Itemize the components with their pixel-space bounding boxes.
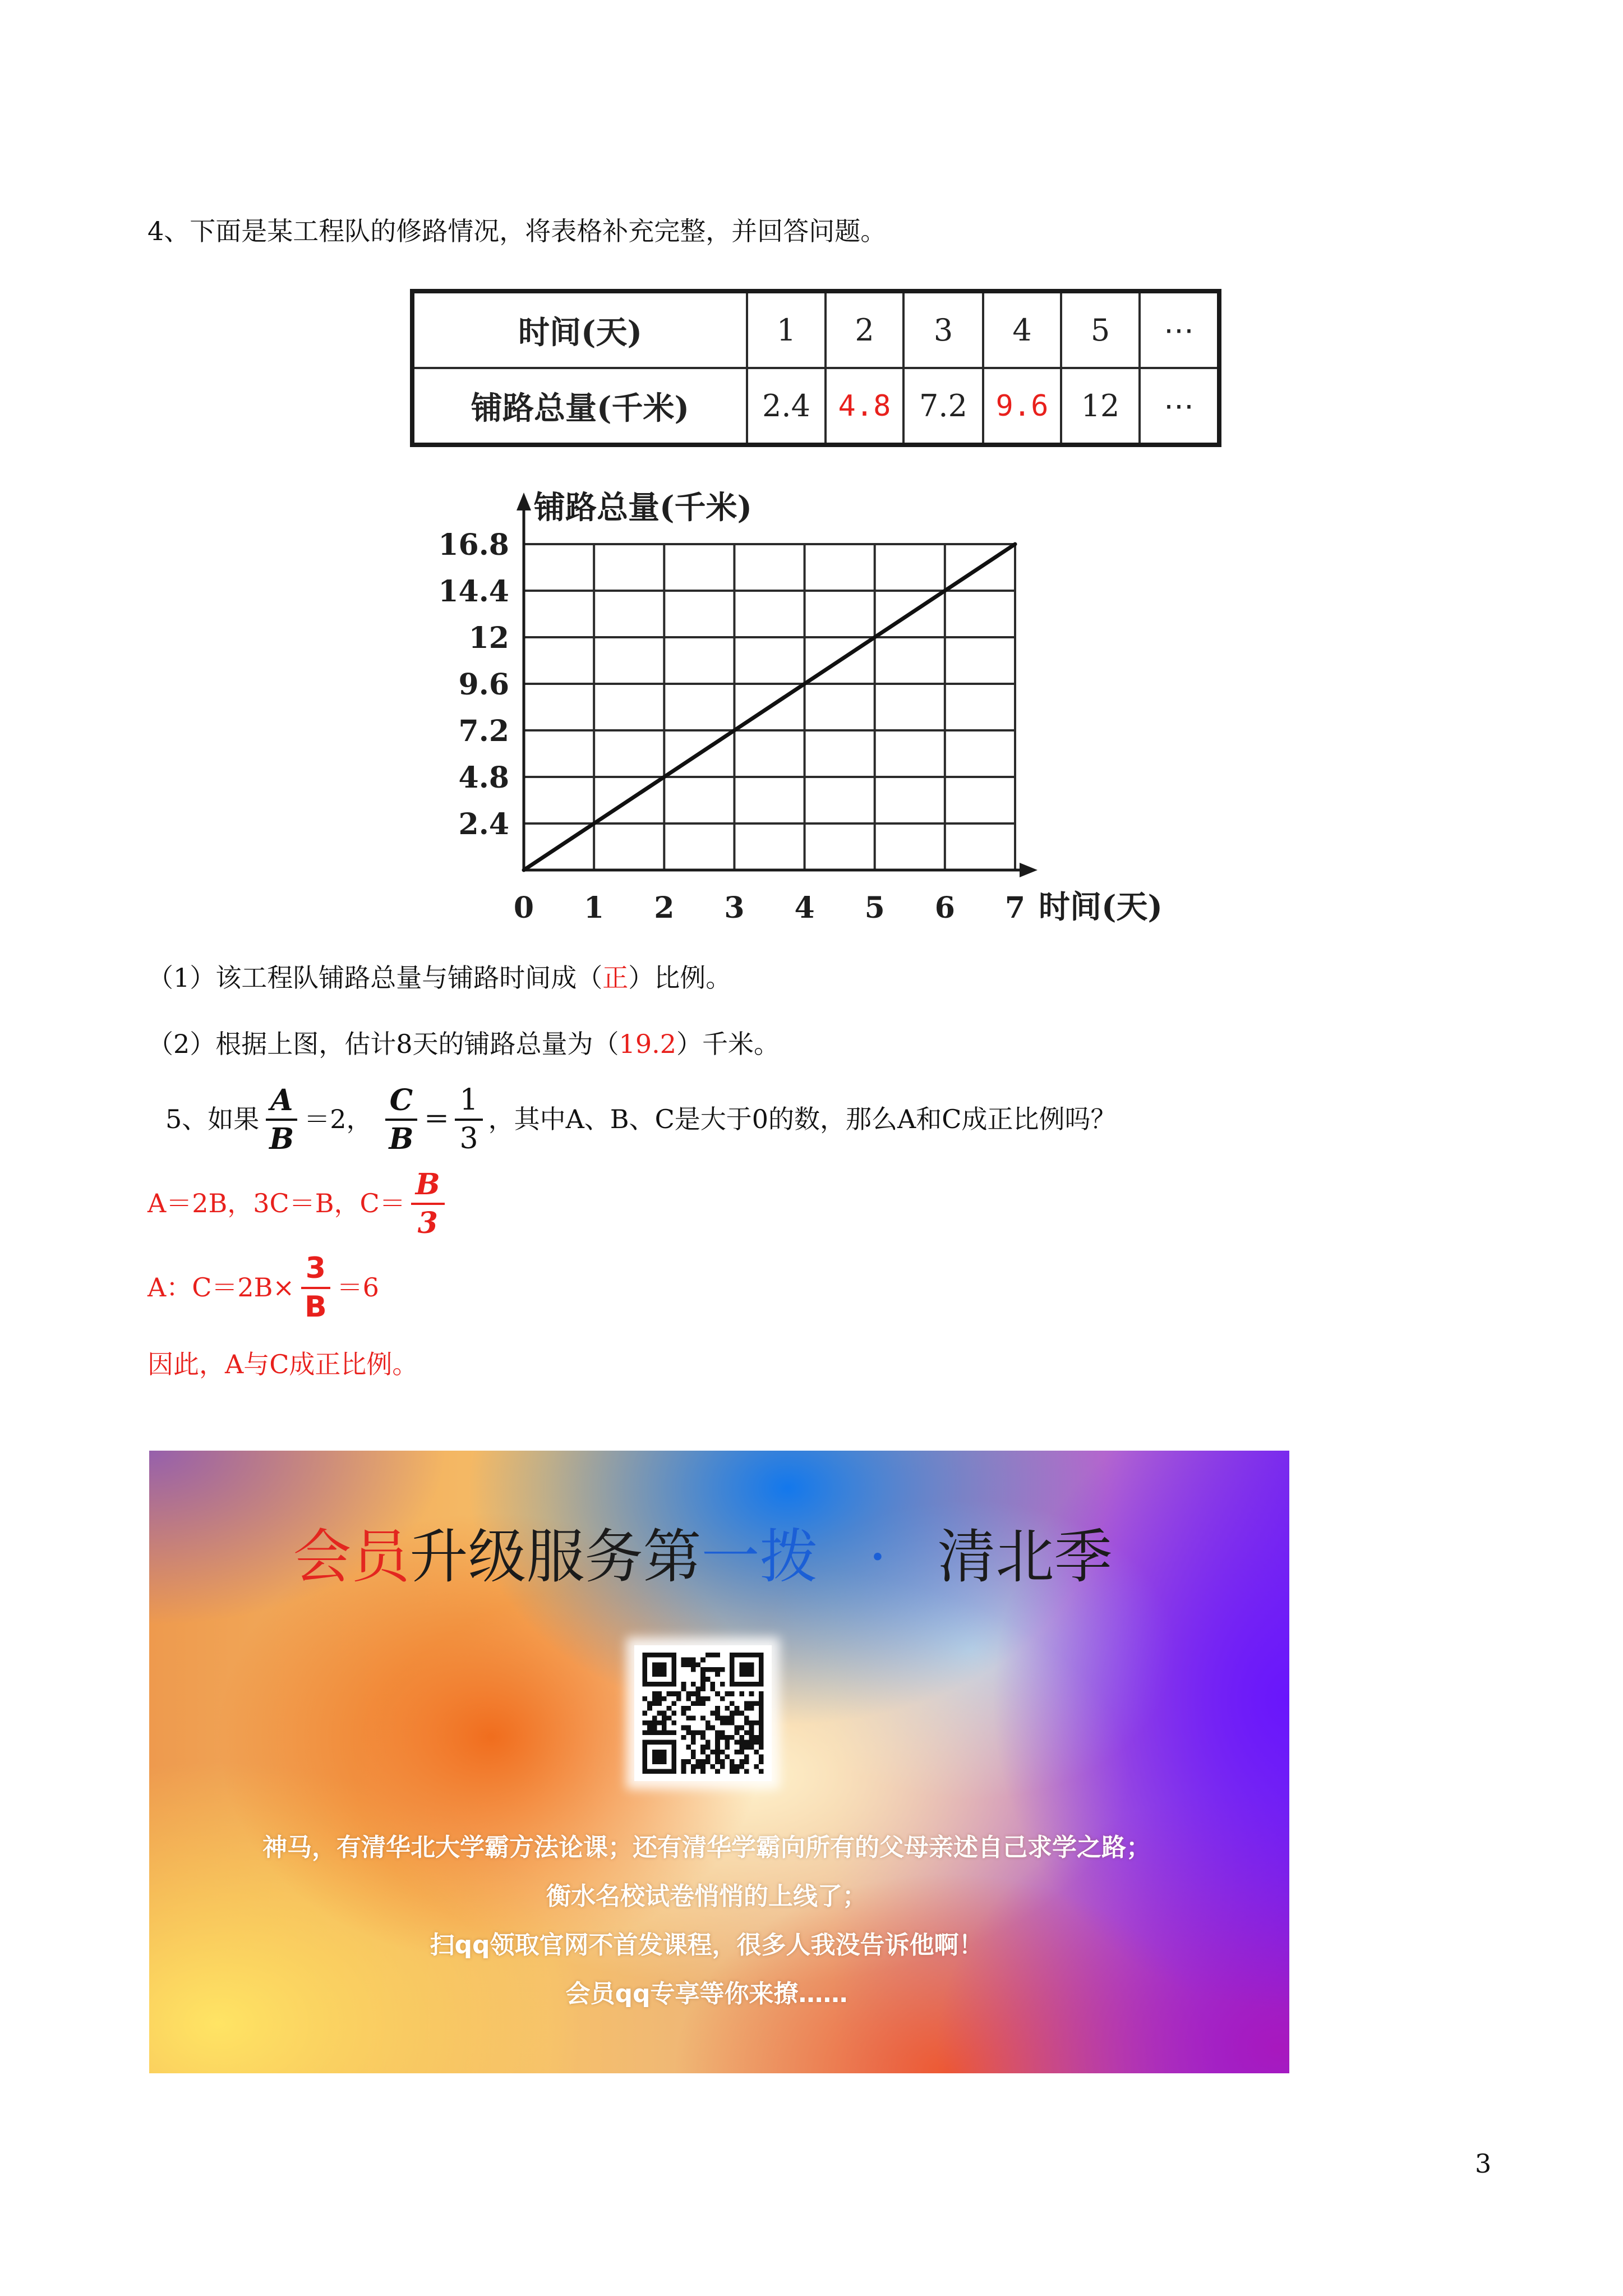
page-number: 3 [1475, 2148, 1492, 2179]
y-axis-title: 铺路总量(千米) [534, 489, 752, 526]
solution-line-2 [147, 1253, 379, 1323]
x-axis-title: 时间(天) [1039, 889, 1163, 926]
fraction-denominator: 3 [417, 1206, 438, 1240]
fraction-a-over-b [265, 1084, 298, 1155]
table-header-distance: 铺路总量(千米) [412, 368, 747, 445]
table-cell-distance: 2.4 [747, 368, 826, 445]
x-tick-label: 2 [654, 891, 675, 925]
fraction-denominator: B [389, 1122, 414, 1156]
sub-question-2-answer: 19.2 [619, 1029, 676, 1060]
banner-title [149, 1520, 1256, 1593]
fraction-c-over-b [385, 1084, 418, 1155]
table-cell-distance: ⋯ [1140, 368, 1219, 445]
table-cell-distance: 7.2 [903, 368, 983, 445]
table-cell-distance-answer: 4.8 [826, 368, 903, 445]
solution-line-3 [147, 1348, 418, 1382]
fraction-numerator: A [266, 1084, 297, 1121]
x-tick-label: 1 [584, 891, 605, 925]
y-tick-label: 9.6 [458, 668, 509, 702]
banner-text-line: 神马，有清华北大学霸方法论课；还有清华学霸向所有的父母亲述自己求学之路； [262, 1833, 1151, 1862]
banner-title-segment: 升级服务第 [409, 1522, 702, 1591]
question-4-prompt [147, 215, 886, 249]
table-cell-day: ⋯ [1140, 291, 1219, 368]
y-tick-label: 16.8 [438, 528, 509, 562]
line-chart [426, 477, 1200, 937]
solution-line-3-text: 因此，A与C成正比例。 [147, 1349, 418, 1380]
banner-title-segment: 清北季 [937, 1522, 1113, 1591]
data-line [524, 544, 1015, 870]
table-row-distance [412, 368, 1219, 445]
question-5-equals-two: ＝2， [304, 1104, 372, 1135]
solution-line-2-result: ＝6 [336, 1272, 379, 1303]
chart-canvas [426, 477, 1200, 937]
solution-line-1-text: A＝2B，3C＝B，C＝ [147, 1188, 405, 1219]
fraction-denominator: B [269, 1122, 294, 1156]
question-5-lead: 5、如果 [165, 1104, 260, 1135]
fraction-numerator: 3 [301, 1253, 330, 1289]
y-axis-arrow [517, 493, 531, 510]
banner-text-line: 衡水名校试卷悄悄的上线了； [546, 1882, 867, 1911]
table-cell-day: 2 [826, 291, 903, 368]
x-tick-label: 0 [513, 891, 534, 925]
y-tick-label: 4.8 [458, 761, 509, 795]
solution-line-2-text: A：C＝2B× [147, 1272, 295, 1303]
sub-question-2-after: ）千米。 [676, 1029, 780, 1060]
banner-title-segment: 一拨 [701, 1522, 818, 1591]
y-tick-label: 7.2 [458, 714, 509, 748]
road-progress-table [410, 289, 1221, 447]
qr-code [634, 1645, 772, 1781]
x-tick-label: 4 [794, 891, 815, 925]
banner-text-block [149, 1823, 1264, 2018]
fraction-3-over-b [300, 1253, 331, 1323]
y-tick-label: 12 [468, 621, 509, 655]
banner-title-dot: · [868, 1522, 887, 1591]
sub-question-1-after: ）比例。 [628, 963, 732, 993]
table-cell-distance-answer: 9.6 [983, 368, 1061, 445]
promo-banner [149, 1451, 1289, 2073]
question-4-text: 4、下面是某工程队的修路情况，将表格补充完整，并回答问题。 [147, 216, 887, 247]
banner-title-segment: 会员 [293, 1522, 410, 1591]
fraction-b-over-3 [411, 1168, 445, 1239]
x-axis-arrow [1020, 863, 1038, 877]
fraction-numerator: 1 [455, 1084, 482, 1121]
sub-question-1 [147, 961, 731, 995]
table-cell-day: 1 [747, 291, 826, 368]
x-tick-label: 3 [724, 891, 745, 925]
question-5-rest: ，其中A、B、C是大于0的数，那么A和C成正比例吗？ [488, 1104, 1117, 1135]
fraction-denominator: 3 [459, 1122, 478, 1156]
x-tick-label: 5 [864, 891, 885, 925]
question-5-equals-sign: ＝ [423, 1104, 450, 1135]
qr-code-image [634, 1645, 772, 1781]
table-cell-day: 5 [1061, 291, 1140, 368]
table-header-time: 时间(天) [412, 291, 747, 368]
sub-question-2 [147, 1028, 780, 1061]
x-tick-label: 6 [934, 891, 955, 925]
banner-text-line: 会员qq专享等你来撩…… [565, 1980, 848, 2008]
fraction-denominator: B [305, 1290, 327, 1324]
y-tick-label: 14.4 [438, 574, 509, 609]
x-tick-label: 7 [1004, 891, 1026, 925]
table-row-time [412, 291, 1219, 368]
fraction-numerator: C [385, 1084, 417, 1121]
table-cell-day: 3 [903, 291, 983, 368]
fraction-one-third [455, 1084, 482, 1155]
solution-line-1 [147, 1167, 450, 1240]
sub-question-1-answer: 正 [602, 963, 629, 993]
fraction-numerator: B [411, 1168, 445, 1205]
table-cell-day: 4 [983, 291, 1061, 368]
sub-question-2-before: （2）根据上图，估计8天的铺路总量为（ [147, 1029, 619, 1060]
sub-question-1-before: （1）该工程队铺路总量与铺路时间成（ [147, 963, 603, 993]
banner-text-line: 扫qq领取官网不首发课程，很多人我没告诉他啊！ [430, 1931, 984, 1959]
question-5 [165, 1082, 1116, 1158]
y-tick-label: 2.4 [458, 807, 509, 841]
table-cell-distance: 12 [1061, 368, 1140, 445]
